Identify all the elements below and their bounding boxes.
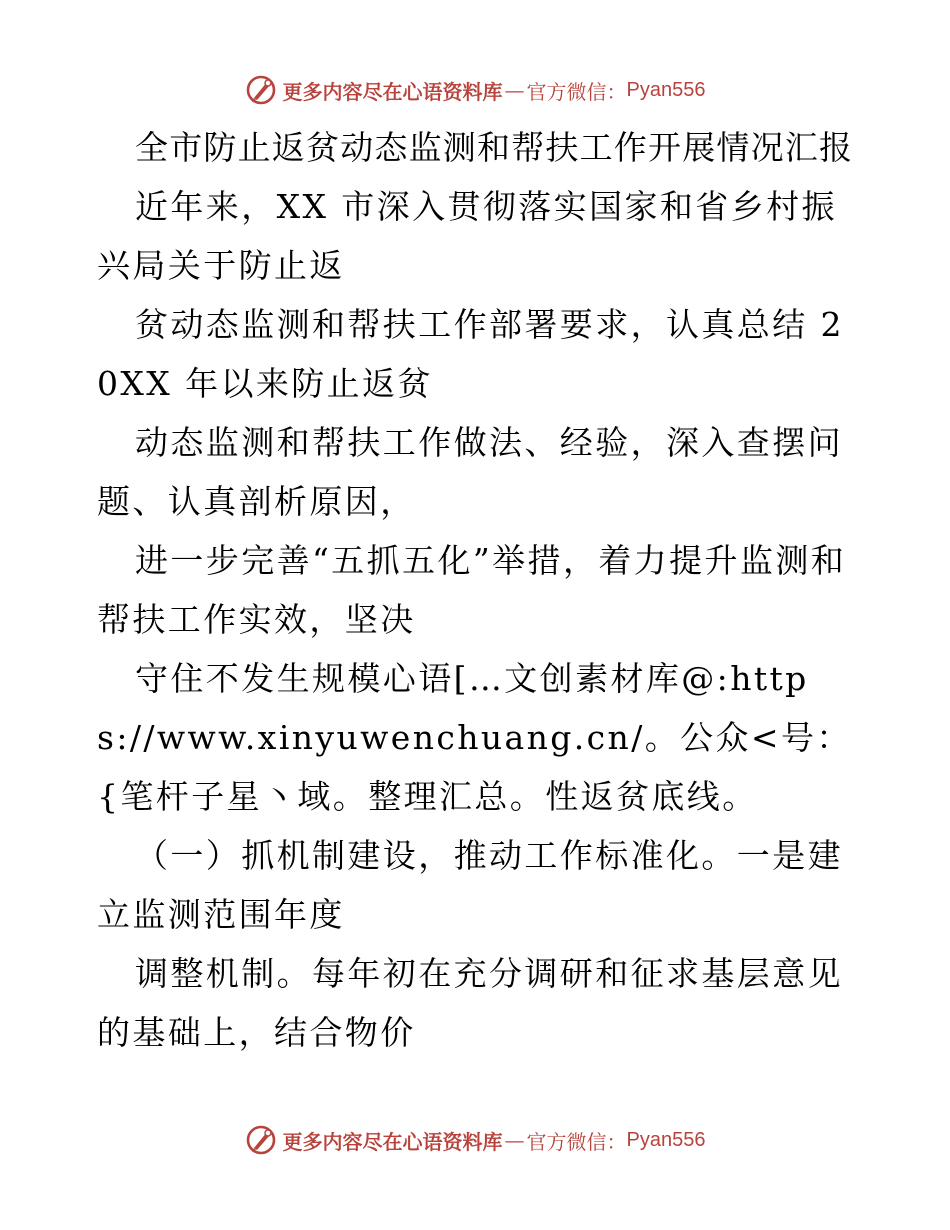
banner-brand-text: 更多内容尽在心语资料库 [282,79,503,104]
paragraph: （一）抓机制建设，推动工作标准化。一是建立监测范围年度 [97,836,843,934]
banner-brand-text: 更多内容尽在心语资料库 [282,1129,503,1154]
paragraph: 动态监测和帮扶工作做法、经验，深入查摆问题、认真剖析原因， [97,423,843,521]
banner-separator: — [504,1128,525,1152]
banner-wechat-id: Pyan556 [626,78,706,101]
document-title: 全市防止返贫动态监测和帮扶工作开展情况汇报 [135,128,854,167]
banner-separator: — [504,78,525,102]
banner-official-label: 官方微信： [526,79,627,104]
banner-wechat-id: Pyan556 [626,1128,706,1151]
quill-pen-circle-icon [245,1124,277,1156]
paragraph: 近年来，XX 市深入贯彻落实国家和省乡村振兴局关于防止返 [97,187,837,285]
paragraph: 进一步完善“五抓五化”举措，着力提升监测和帮扶工作实效，坚决 [97,541,847,639]
paragraph: 调整机制。每年初在充分调研和征求基层意见的基础上，结合物价 [97,954,843,1052]
quill-pen-circle-icon [245,74,277,106]
header-banner [0,70,950,110]
banner-official-label: 官方微信： [526,1129,627,1154]
footer-banner [0,1120,950,1160]
paragraph: 贫动态监测和帮扶工作部署要求，认真总结 20XX 年以来防止返贫 [97,305,844,403]
document-body [97,118,857,1062]
paragraph: 守住不发生规模心语[…文创素材库@:https://www.xinyuwenchuang.cn/。公众<号：{笔杆子星丶域。整理汇总。性返贫底线。 [97,659,852,816]
